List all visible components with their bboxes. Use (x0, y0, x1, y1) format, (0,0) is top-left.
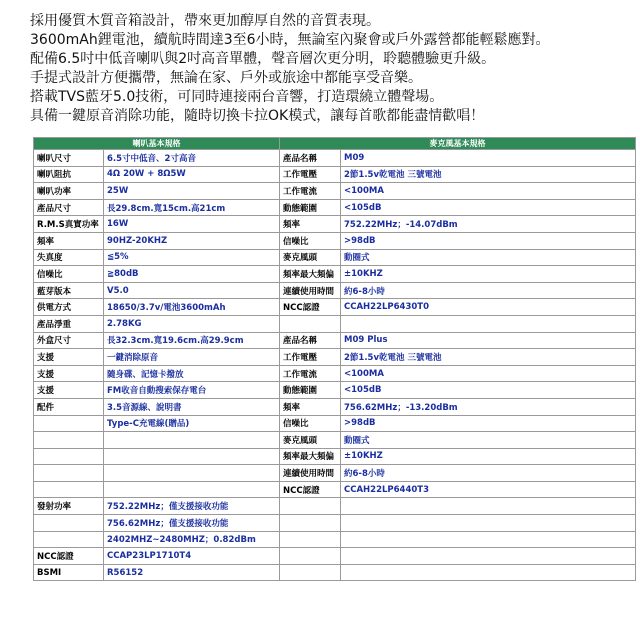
table-row (34, 166, 636, 183)
mic-spec-label: 工作電流 (280, 365, 341, 382)
mic-spec-label: 頻率 (280, 398, 341, 415)
mic-spec-label: 頻率 (280, 216, 341, 233)
speaker-spec-value (104, 448, 280, 465)
table-row (34, 448, 636, 465)
speaker-spec-label (34, 481, 104, 498)
table-row (34, 282, 636, 299)
speaker-spec-value: FM收音自動搜索保存電台 (104, 382, 280, 399)
mic-spec-value: <105dB (341, 382, 636, 399)
mic-spec-label: 信噪比 (280, 415, 341, 432)
speaker-spec-value: ≦5% (104, 249, 280, 266)
mic-spec-value: 2節1.5v乾電池 三號電池 (341, 349, 636, 366)
speaker-spec-label: 支援 (34, 349, 104, 366)
speaker-spec-label: 發射功率 (34, 498, 104, 515)
table-row (34, 266, 636, 283)
speaker-spec-value: 6.5寸中低音、2寸高音 (104, 150, 280, 167)
table-row (34, 349, 636, 366)
mic-spec-value: CCAH22LP6430T0 (341, 299, 636, 316)
intro-line: 手提式設計方便攜帶，無論在家、戶外或旅途中都能享受音樂。 (30, 70, 422, 86)
speaker-spec-value (104, 465, 280, 482)
table-row (34, 564, 636, 581)
mic-spec-label: 麥克風頭 (280, 249, 341, 266)
speaker-spec-label (34, 465, 104, 482)
mic-spec-label: 動態範圍 (280, 199, 341, 216)
mic-spec-value: >98dB (341, 232, 636, 249)
speaker-spec-value: 長32.3cm.寬19.6cm.高29.9cm (104, 332, 280, 349)
speaker-spec-value: Type-C充電線(贈品) (104, 415, 280, 432)
speaker-spec-label (34, 448, 104, 465)
table-row (34, 183, 636, 200)
speaker-spec-label: 喇叭尺寸 (34, 150, 104, 167)
mic-spec-value (341, 515, 636, 532)
intro-line: 3600mAh鋰電池，續航時間達3至6小時，無論室內聚會或戶外露營都能輕鬆應對。 (30, 32, 550, 48)
mic-spec-label (280, 531, 341, 548)
mic-spec-label: 動態範圍 (280, 382, 341, 399)
speaker-spec-value: 長29.8cm.寬15cm.高21cm (104, 199, 280, 216)
mic-spec-label (280, 515, 341, 532)
intro-line: 具備一鍵原音消除功能，隨時切換卡拉OK模式，讓每首歌都能盡情歡唱！ (30, 108, 485, 124)
speaker-spec-label: 產品尺寸 (34, 199, 104, 216)
table-row (34, 299, 636, 316)
speaker-spec-label: 支援 (34, 382, 104, 399)
mic-spec-label: 連續使用時間 (280, 282, 341, 299)
speaker-spec-label (34, 432, 104, 449)
speaker-spec-label: 外盒尺寸 (34, 332, 104, 349)
speaker-spec-value: 2402MHZ~2480MHZ；0.82dBm (104, 531, 280, 548)
speaker-spec-value: V5.0 (104, 282, 280, 299)
mic-spec-value: 約6-8小時 (341, 282, 636, 299)
table-row (34, 150, 636, 167)
speaker-spec-value: 2.78KG (104, 315, 280, 332)
table-row (34, 432, 636, 449)
speaker-spec-value: R56152 (104, 564, 280, 581)
speaker-spec-value: ≧80dB (104, 266, 280, 283)
intro-line: 採用優質木質音箱設計，帶來更加醇厚自然的音質表現。 (30, 13, 380, 29)
mic-spec-value (341, 564, 636, 581)
mic-spec-value: ±10KHZ (341, 266, 636, 283)
table-row (34, 481, 636, 498)
mic-spec-label (280, 548, 341, 565)
mic-spec-value: <105dB (341, 199, 636, 216)
table-row (34, 465, 636, 482)
speaker-spec-label: 喇叭功率 (34, 183, 104, 200)
intro-text (30, 12, 630, 126)
mic-spec-label: 工作電壓 (280, 166, 341, 183)
speaker-spec-label: 配件 (34, 398, 104, 415)
speaker-spec-value: 18650/3.7v/電池3600mAh (104, 299, 280, 316)
mic-spec-value: M09 Plus (341, 332, 636, 349)
mic-spec-label (280, 564, 341, 581)
speaker-spec-value: 16W (104, 216, 280, 233)
mic-spec-value: 約6-8小時 (341, 465, 636, 482)
mic-spec-label: NCC認證 (280, 481, 341, 498)
speaker-spec-value: 隨身碟、記憶卡撥放 (104, 365, 280, 382)
table-row (34, 232, 636, 249)
speaker-spec-value: 90HZ-20KHZ (104, 232, 280, 249)
speaker-spec-label (34, 531, 104, 548)
intro-line: 搭載TVS藍牙5.0技術，可同時連接兩台音響，打造環繞立體聲場。 (30, 89, 444, 105)
speaker-spec-value: CCAP23LP1710T4 (104, 548, 280, 565)
speaker-spec-value: 752.22MHz；僅支援接收功能 (104, 498, 280, 515)
mic-spec-label: 連續使用時間 (280, 465, 341, 482)
intro-line: 配備6.5吋中低音喇叭與2吋高音單體，聲音層次更分明，聆聽體驗更升級。 (30, 51, 496, 67)
table-row (34, 199, 636, 216)
speaker-spec-value (104, 432, 280, 449)
speaker-spec-label: 喇叭阻抗 (34, 166, 104, 183)
mic-spec-label: 頻率最大頻偏 (280, 266, 341, 283)
mic-spec-label (280, 315, 341, 332)
mic-spec-label: 產品名稱 (280, 332, 341, 349)
mic-spec-value: CCAH22LP6440T3 (341, 481, 636, 498)
table-row (34, 548, 636, 565)
mic-spec-value: ±10KHZ (341, 448, 636, 465)
speaker-spec-value: 25W (104, 183, 280, 200)
mic-spec-label: 工作電壓 (280, 349, 341, 366)
mic-spec-label: 信噪比 (280, 232, 341, 249)
table-row (34, 415, 636, 432)
speaker-spec-value: 756.62MHz；僅支援接收功能 (104, 515, 280, 532)
speaker-spec-label: 信噪比 (34, 266, 104, 283)
speaker-spec-header: 喇叭基本規格 (34, 138, 280, 150)
speaker-spec-label: R.M.S真實功率 (34, 216, 104, 233)
table-row (34, 531, 636, 548)
table-row (34, 498, 636, 515)
speaker-spec-value: 3.5音源線、說明書 (104, 398, 280, 415)
mic-spec-label (280, 498, 341, 515)
mic-spec-label: 麥克風頭 (280, 432, 341, 449)
table-row (34, 315, 636, 332)
speaker-spec-label: NCC認證 (34, 548, 104, 565)
mic-spec-value: <100MA (341, 365, 636, 382)
table-row (34, 515, 636, 532)
speaker-spec-label: 支援 (34, 365, 104, 382)
speaker-spec-label: 產品淨重 (34, 315, 104, 332)
mic-spec-value: 756.62MHz；-13.20dBm (341, 398, 636, 415)
mic-spec-value (341, 315, 636, 332)
mic-spec-value: 2節1.5v乾電池 三號電池 (341, 166, 636, 183)
mic-spec-value: M09 (341, 150, 636, 167)
mic-spec-label: 工作電流 (280, 183, 341, 200)
table-row (34, 216, 636, 233)
speaker-spec-label: 藍芽版本 (34, 282, 104, 299)
table-row (34, 398, 636, 415)
mic-spec-value: 動圈式 (341, 432, 636, 449)
mic-spec-value (341, 548, 636, 565)
mic-spec-value: <100MA (341, 183, 636, 200)
speaker-spec-label: 頻率 (34, 232, 104, 249)
mic-spec-label: 頻率最大頻偏 (280, 448, 341, 465)
speaker-spec-value: 一鍵消除原音 (104, 349, 280, 366)
speaker-spec-label (34, 515, 104, 532)
table-row (34, 249, 636, 266)
speaker-spec-value (104, 481, 280, 498)
mic-spec-value: 動圈式 (341, 249, 636, 266)
speaker-spec-label: BSMI (34, 564, 104, 581)
mic-spec-header: 麥克風基本規格 (280, 138, 636, 150)
mic-spec-label: NCC認證 (280, 299, 341, 316)
speaker-spec-value: 4Ω 20W + 8Ω5W (104, 166, 280, 183)
table-row (34, 332, 636, 349)
mic-spec-value: >98dB (341, 415, 636, 432)
mic-spec-label: 產品名稱 (280, 150, 341, 167)
mic-spec-value: 752.22MHz；-14.07dBm (341, 216, 636, 233)
spec-table (33, 137, 636, 581)
mic-spec-value (341, 531, 636, 548)
speaker-spec-label: 失真度 (34, 249, 104, 266)
spec-header-row (34, 138, 636, 150)
speaker-spec-label: 供電方式 (34, 299, 104, 316)
speaker-spec-label (34, 415, 104, 432)
table-row (34, 382, 636, 399)
mic-spec-value (341, 498, 636, 515)
table-row (34, 365, 636, 382)
